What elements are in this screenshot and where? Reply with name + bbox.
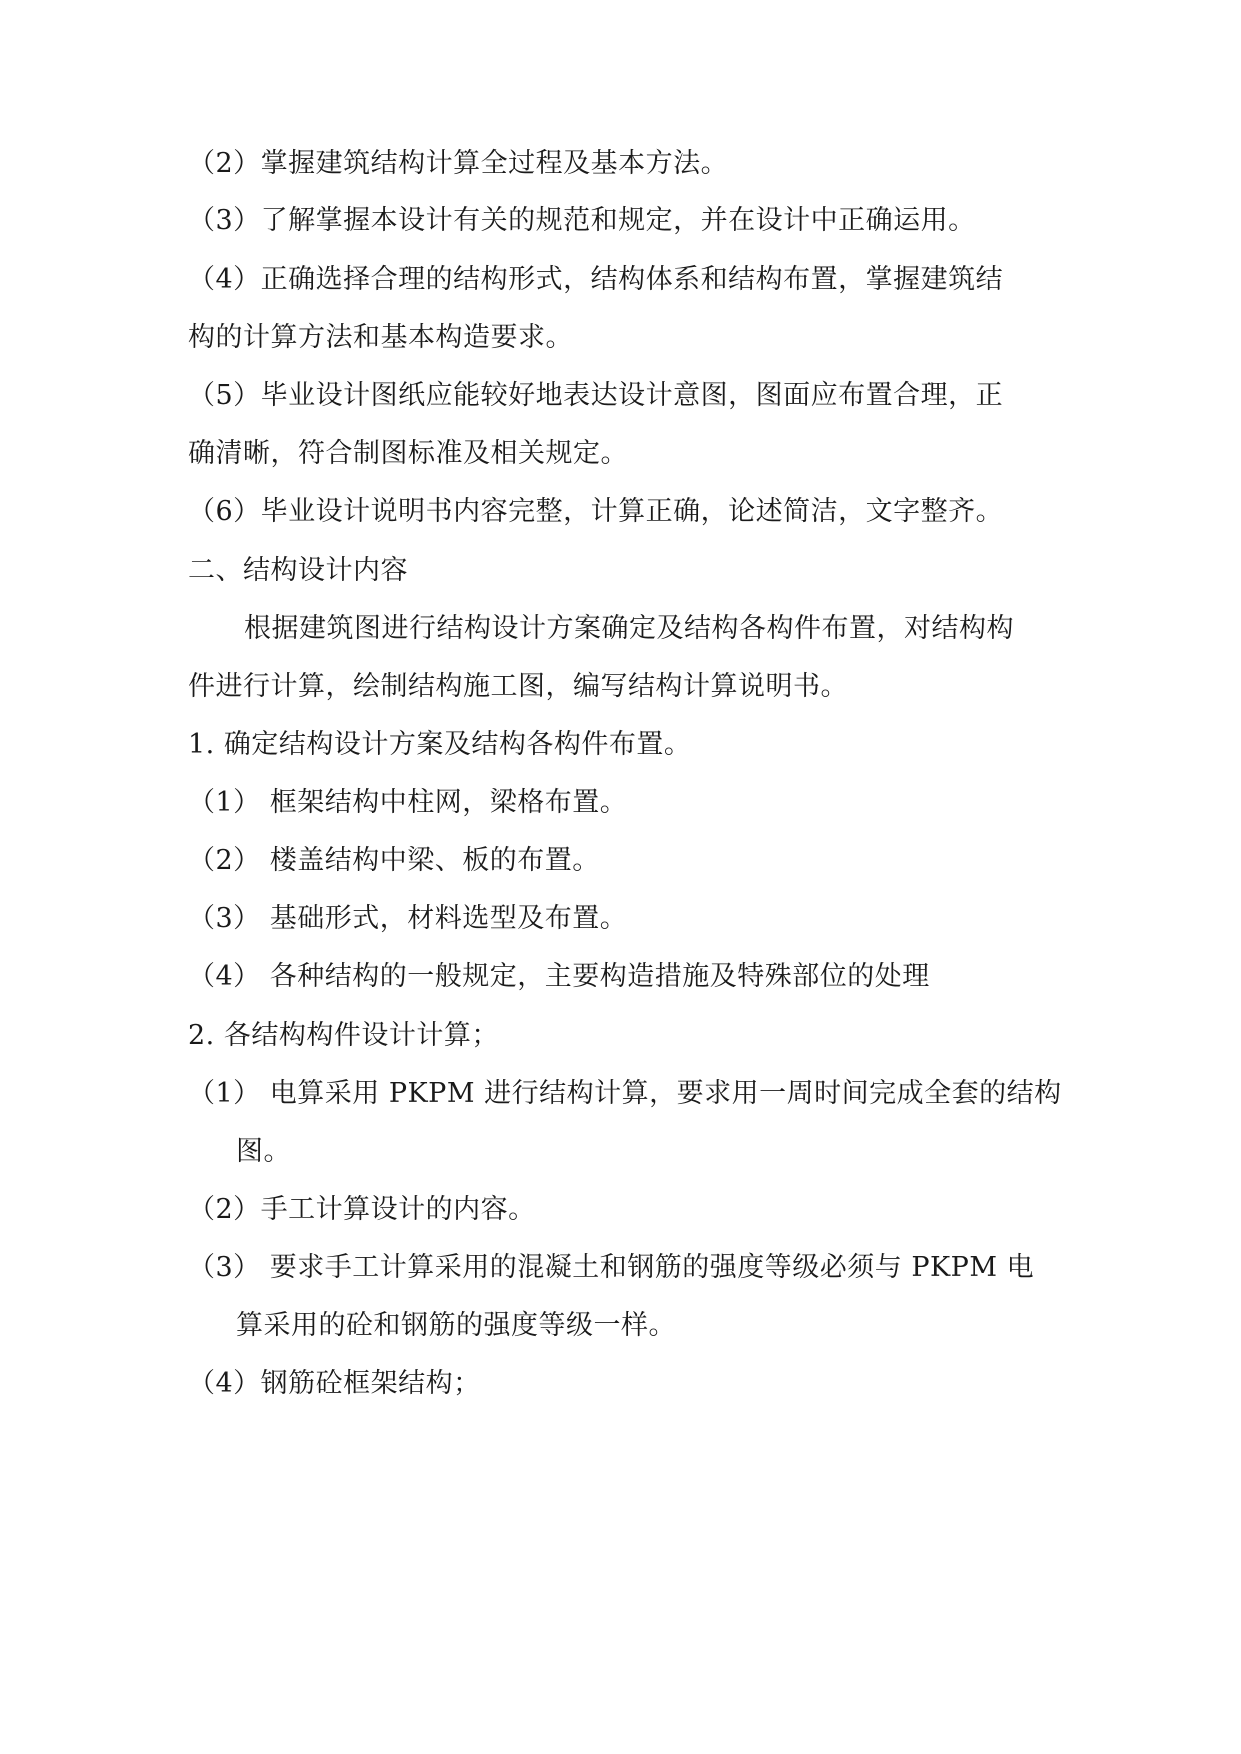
text-line: （4）正确选择合理的结构形式，结构体系和结构布置，掌握建筑结 bbox=[188, 264, 1004, 295]
list-item: （3） 基础形式，材料选型及布置。 bbox=[188, 903, 628, 934]
list-item-continuation: 算采用的砼和钢筋的强度等级一样。 bbox=[236, 1310, 676, 1341]
section-heading: 二、结构设计内容 bbox=[188, 555, 408, 586]
numbered-heading: 1. 确定结构设计方案及结构各构件布置。 bbox=[188, 729, 692, 760]
list-item: （4） 各种结构的一般规定，主要构造措施及特殊部位的处理 bbox=[188, 961, 930, 992]
text-line: 确清晰，符合制图标准及相关规定。 bbox=[188, 438, 628, 469]
list-item: （3） 要求手工计算采用的混凝土和钢筋的强度等级必须与 PKPM 电 bbox=[188, 1252, 1035, 1283]
text-line: （2）掌握建筑结构计算全过程及基本方法。 bbox=[188, 148, 729, 179]
paragraph-first-line: 根据建筑图进行结构设计方案确定及结构各构件布置，对结构构 bbox=[244, 613, 1014, 644]
text-line: （3）了解掌握本设计有关的规范和规定，并在设计中正确运用。 bbox=[188, 205, 976, 236]
list-item: （2） 楼盖结构中梁、板的布置。 bbox=[188, 845, 600, 876]
text-line: 构的计算方法和基本构造要求。 bbox=[188, 322, 573, 353]
list-item: （1） 框架结构中柱网，梁格布置。 bbox=[188, 787, 628, 818]
list-item: （2）手工计算设计的内容。 bbox=[188, 1194, 536, 1225]
numbered-heading: 2. 各结构构件设计计算； bbox=[188, 1020, 499, 1051]
list-item-continuation: 图。 bbox=[236, 1136, 291, 1167]
text-line: （6）毕业设计说明书内容完整，计算正确，论述简洁，文字整齐。 bbox=[188, 496, 1004, 527]
list-item: （4）钢筋砼框架结构； bbox=[188, 1368, 481, 1399]
list-item: （1） 电算采用 PKPM 进行结构计算，要求用一周时间完成全套的结构 bbox=[188, 1078, 1062, 1109]
text-line: 件进行计算，绘制结构施工图，编写结构计算说明书。 bbox=[188, 671, 848, 702]
text-line: （5）毕业设计图纸应能较好地表达设计意图，图面应布置合理，正 bbox=[188, 380, 1004, 411]
